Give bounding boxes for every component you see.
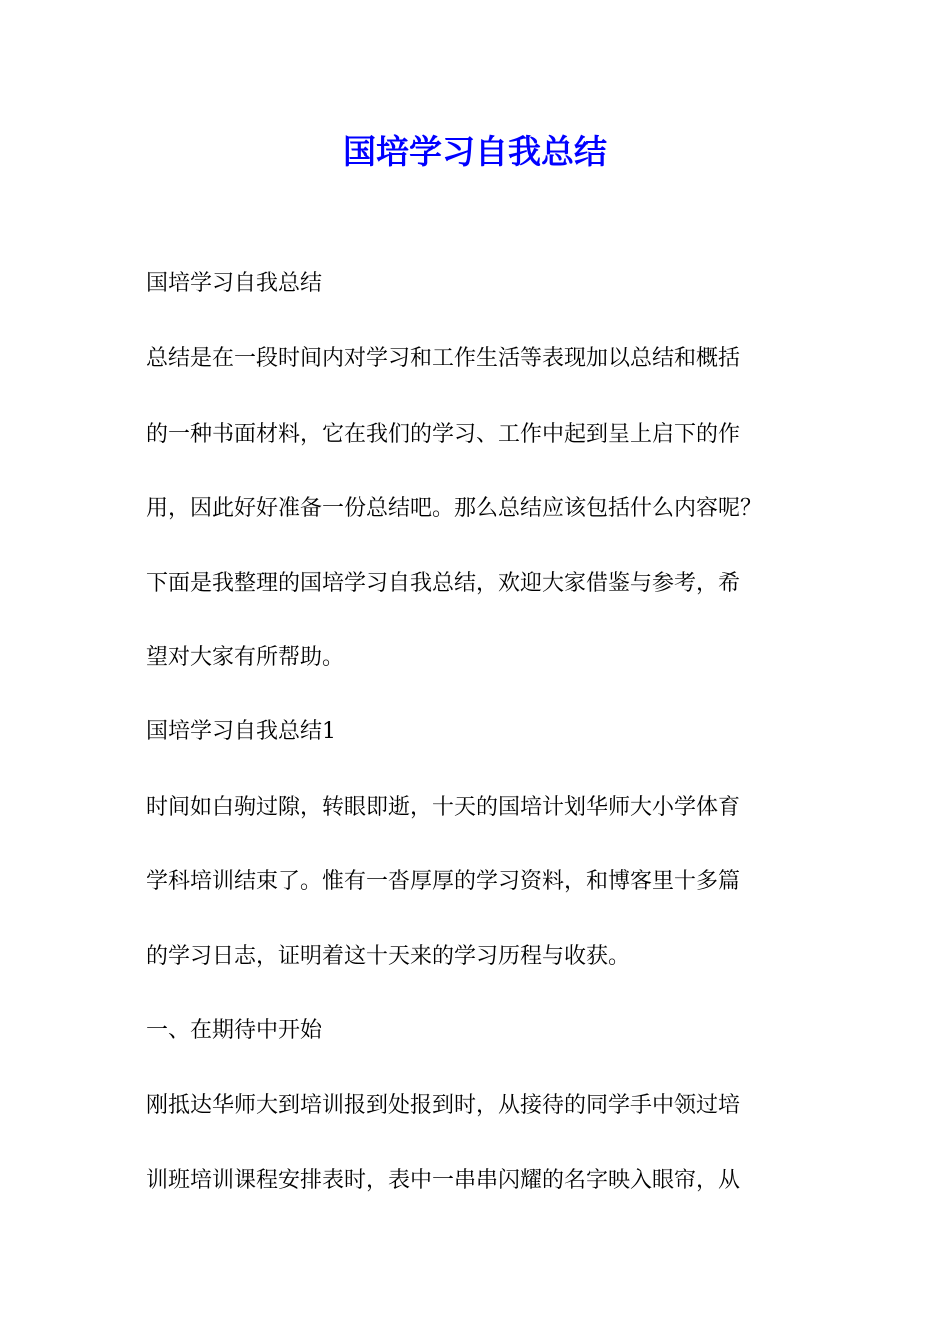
section-heading: 国培学习自我总结1 [146, 719, 336, 744]
text-line: 学科培训结束了。惟有一沓厚厚的学习资料，和博客里十多篇 [146, 869, 741, 894]
text-line: 用，因此好好准备一份总结吧。那么总结应该包括什么内容呢？ [146, 496, 763, 521]
text-line: 下面是我整理的国培学习自我总结，欢迎大家借鉴与参考，希 [146, 571, 741, 596]
text-line: 望对大家有所帮助。 [146, 645, 345, 670]
text-line: 的学习日志，证明着这十天来的学习历程与收获。 [146, 944, 631, 969]
text-line: 刚抵达华师大到培训报到处报到时，从接待的同学手中领过培 [146, 1093, 741, 1118]
section-heading: 一、在期待中开始 [146, 1018, 323, 1043]
text-line: 时间如白驹过隙，转眼即逝，十天的国培计划华师大小学体育 [146, 795, 741, 820]
text-line: 的一种书面材料，它在我们的学习、工作中起到呈上启下的作 [146, 422, 741, 447]
text-line: 国培学习自我总结 [146, 271, 323, 296]
text-line: 总结是在一段时间内对学习和工作生活等表现加以总结和概括 [146, 346, 741, 371]
document-title: 国培学习自我总结 [343, 132, 607, 171]
text-line: 训班培训课程安排表时，表中一串串闪耀的名字映入眼帘，从 [146, 1168, 741, 1193]
